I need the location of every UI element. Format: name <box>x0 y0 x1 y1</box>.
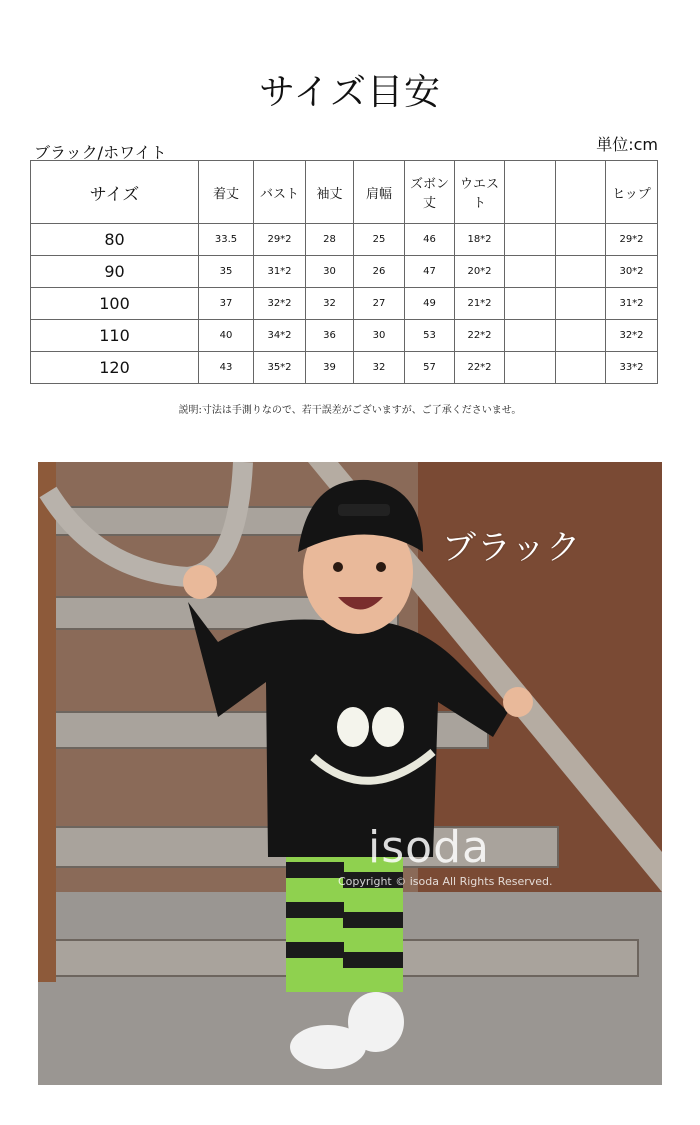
header-cell: 着丈 <box>199 161 254 224</box>
header-cell: バスト <box>254 161 306 224</box>
table-cell: 31*2 <box>606 288 658 320</box>
measurement-note: 説明:寸法は手測りなので、若干誤差がございますが、ご了承くださいませ。 <box>178 405 522 416</box>
table-cell: 32 <box>306 288 354 320</box>
color-label: ブラック <box>442 528 582 568</box>
header-cell <box>556 161 606 224</box>
table-cell: 28 <box>306 224 354 256</box>
size-cell: 90 <box>31 256 199 288</box>
table-cell <box>505 288 556 320</box>
table-header-row <box>31 161 658 224</box>
rust-post <box>38 462 56 982</box>
unit-label: 単位:cm <box>596 135 658 154</box>
table-cell: 32*2 <box>254 288 306 320</box>
table-cell: 31*2 <box>254 256 306 288</box>
table-row <box>31 288 658 320</box>
table-row <box>31 224 658 256</box>
table-cell: 21*2 <box>455 288 505 320</box>
table-cell: 18*2 <box>455 224 505 256</box>
table-cell <box>556 352 606 384</box>
table-cell: 46 <box>405 224 455 256</box>
copyright-text: Copyright © isoda All Rights Reserved. <box>338 875 553 888</box>
table-cell: 39 <box>306 352 354 384</box>
header-cell: ウエスト <box>455 161 505 224</box>
size-cell: 80 <box>31 224 199 256</box>
page-title: サイズ目安 <box>258 72 442 113</box>
header-cell: ヒップ <box>606 161 658 224</box>
table-row <box>31 320 658 352</box>
table-cell: 33.5 <box>199 224 254 256</box>
table-cell: 22*2 <box>455 352 505 384</box>
table-cell: 36 <box>306 320 354 352</box>
table-cell <box>556 224 606 256</box>
table-cell: 40 <box>199 320 254 352</box>
header-cell: サイズ <box>31 161 199 224</box>
header-cell: 袖丈 <box>306 161 354 224</box>
table-cell <box>505 320 556 352</box>
header-cell: ズボン丈 <box>405 161 455 224</box>
size-cell: 110 <box>31 320 199 352</box>
table-cell <box>505 352 556 384</box>
table-cell: 49 <box>405 288 455 320</box>
table-cell: 26 <box>354 256 405 288</box>
table-cell: 32*2 <box>606 320 658 352</box>
table-cell: 30 <box>354 320 405 352</box>
table-cell: 37 <box>199 288 254 320</box>
table-cell: 33*2 <box>606 352 658 384</box>
table-cell <box>505 256 556 288</box>
table-cell: 20*2 <box>455 256 505 288</box>
table-cell: 47 <box>405 256 455 288</box>
size-cell: 100 <box>31 288 199 320</box>
table-cell <box>505 224 556 256</box>
table-cell: 57 <box>405 352 455 384</box>
table-cell: 30 <box>306 256 354 288</box>
header-cell: 肩幅 <box>354 161 405 224</box>
table-cell: 30*2 <box>606 256 658 288</box>
table-cell: 27 <box>354 288 405 320</box>
table-cell: 53 <box>405 320 455 352</box>
table-cell: 29*2 <box>606 224 658 256</box>
table-cell: 32 <box>354 352 405 384</box>
variant-label: ブラック/ホワイト <box>34 143 167 162</box>
table-cell: 25 <box>354 224 405 256</box>
product-photo <box>38 462 662 1085</box>
table-cell: 43 <box>199 352 254 384</box>
table-row <box>31 352 658 384</box>
size-table <box>30 160 658 384</box>
watermark: isoda <box>368 822 490 873</box>
table-cell: 22*2 <box>455 320 505 352</box>
table-cell: 34*2 <box>254 320 306 352</box>
table-cell <box>556 256 606 288</box>
table-cell <box>556 288 606 320</box>
table-cell: 35 <box>199 256 254 288</box>
table-row <box>31 256 658 288</box>
table-cell: 29*2 <box>254 224 306 256</box>
size-cell: 120 <box>31 352 199 384</box>
header-cell <box>505 161 556 224</box>
table-cell: 35*2 <box>254 352 306 384</box>
table-cell <box>556 320 606 352</box>
